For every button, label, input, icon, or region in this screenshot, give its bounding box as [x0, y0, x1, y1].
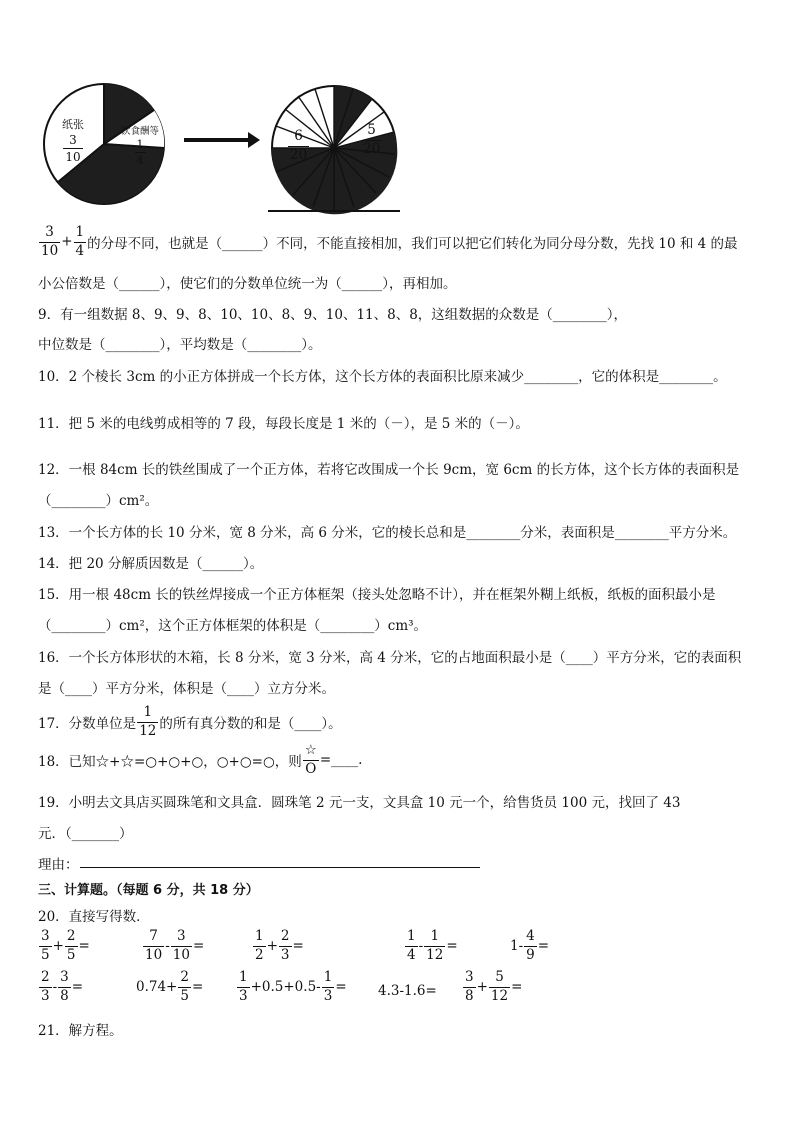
fraction [171, 930, 192, 962]
fraction [74, 226, 87, 258]
calc-row-2-expr-5 [462, 971, 522, 1003]
fraction [303, 744, 319, 776]
question-18 [38, 744, 362, 776]
pie-fraction-numerator: 5 [361, 124, 382, 141]
reason-answer-line[interactable] [80, 867, 480, 868]
question-21: 21．解方程。 [38, 1023, 123, 1039]
fraction-numerator: 5 [489, 971, 510, 988]
fraction-numerator: 3 [171, 930, 192, 947]
calc-row-1-expr-2 [142, 930, 204, 962]
pie-fraction-denominator: 20 [290, 146, 308, 163]
question-text: 17．分数单位是 [38, 716, 137, 732]
pie-fraction-denominator: 20 [363, 140, 381, 157]
question-14: 14．把 20 分解质因数是（______）。 [38, 556, 264, 572]
fraction-numerator: 7 [143, 930, 164, 947]
fraction [463, 971, 476, 1003]
fraction [524, 930, 537, 962]
operator: - [165, 938, 170, 954]
section-3-title: 三、计算题。（每题 6 分，共 18 分） [38, 883, 259, 898]
reason-label: 理由： [38, 857, 79, 873]
fraction-denominator: 5 [66, 946, 76, 963]
equals-sign: = [78, 938, 90, 954]
operator: + [476, 979, 488, 995]
fraction-denominator: 12 [490, 987, 509, 1004]
equals-sign: = [446, 938, 458, 954]
fraction-denominator: 8 [465, 987, 474, 1004]
fraction-numerator: 1 [137, 706, 158, 723]
fraction [143, 930, 164, 962]
fraction-numerator: 1 [237, 971, 250, 988]
fraction-denominator: 3 [41, 987, 50, 1004]
pie-fraction [135, 139, 146, 166]
pie-fraction-denominator: 10 [65, 150, 81, 164]
arrow-right-icon [184, 132, 260, 148]
question-16-line-2: 是（____）平方分米，体积是（____）立方分米。 [38, 681, 335, 697]
question-11: 11．把 5 米的电线剪成相等的 7 段，每段长度是 1 米的（－），是 5 米的（－）。 [38, 416, 529, 432]
calc-row-2-expr-1 [38, 971, 83, 1003]
question-16-line-1: 16．一个长方体形状的木箱，长 8 分米，宽 3 分米，高 4 分米，它的占地面积最小是（____）平方分米，它的表面积 [38, 650, 742, 666]
fraction-numerator: 3 [58, 971, 71, 988]
question-9-line-1: 9．有一组数据 8、9、9、8、10、10、8、9、10、11、8、8，这组数据的众数是（________）， [38, 307, 628, 323]
fraction [137, 706, 158, 738]
question-19-line-2: 元．（_______） [38, 826, 133, 842]
fraction-denominator: 4 [75, 242, 85, 259]
fraction-numerator: 4 [524, 930, 537, 947]
fraction-denominator: 3 [239, 987, 248, 1004]
fraction [65, 930, 78, 962]
fraction-denominator: 4 [407, 946, 416, 963]
question-text: 的所有真分数的和是（____）。 [159, 716, 342, 732]
equals-sign: = [511, 979, 523, 995]
right-pie-fraction-right [361, 124, 382, 156]
fraction-numerator: 1 [424, 930, 445, 947]
fraction-denominator: 12 [426, 946, 444, 963]
expression-prefix: 0.74+ [136, 979, 178, 995]
fraction-numerator: 1 [322, 971, 335, 988]
equals-sign: = [192, 938, 205, 954]
question-15-line-2: （________）cm²，这个正方体框架的体积是（________）cm³。 [38, 618, 428, 634]
pie-figure [36, 82, 416, 217]
equals-sign: = [292, 938, 304, 954]
pie-diagram [36, 82, 416, 217]
fraction-denominator: 12 [139, 722, 157, 739]
calc-row-2-expr-4: 4.3-1.6= [378, 983, 437, 999]
fraction [322, 971, 335, 1003]
fraction [178, 971, 191, 1003]
fraction-denominator: 5 [41, 946, 50, 963]
fraction [39, 971, 52, 1003]
fraction-denominator: 3 [323, 987, 333, 1004]
fraction-denominator: 10 [41, 242, 59, 259]
question-8-line-2: 小公倍数是（______），使它们的分数单位统一为（______），再相加。 [38, 276, 457, 292]
fraction-numerator: 3 [463, 971, 476, 988]
question-20-title: 20．直接写得数． [38, 909, 150, 925]
question-15-line-1: 15．用一根 48cm 长的铁丝焊接成一个正方体框架（接头处忽略不计），并在框架外糊上纸板，纸板的面积最小是 [38, 587, 716, 603]
fraction [58, 971, 71, 1003]
fraction-denominator: 10 [145, 946, 163, 963]
operator: + [61, 233, 73, 250]
fraction [279, 930, 292, 962]
question-17 [38, 706, 342, 738]
expression-middle: +0.5+0.5- [250, 979, 321, 995]
left-pie-label-food [117, 123, 163, 166]
pie-label-text: 饮食酬等 [120, 126, 159, 137]
calc-row-1-expr-5 [510, 930, 549, 962]
fraction [405, 930, 418, 962]
equals-sign: = [335, 979, 347, 995]
pie-fraction-numerator: 3 [63, 134, 82, 149]
fraction-numerator: 2 [279, 930, 292, 947]
question-12-line-2: （________）cm²。 [38, 493, 159, 509]
fraction-numerator: 2 [178, 971, 191, 988]
pie-fraction-denominator: 4 [136, 154, 144, 167]
fraction [424, 930, 445, 962]
operator: - [418, 938, 424, 954]
pie-fraction-numerator: 6 [288, 130, 309, 147]
fraction-numerator: 2 [65, 930, 78, 947]
fraction-denominator: O [305, 760, 317, 777]
operator: - [52, 979, 58, 995]
fraction-denominator: 2 [255, 946, 264, 963]
fraction [253, 930, 266, 962]
question-text: =____. [319, 752, 363, 768]
pie-fraction [63, 134, 82, 163]
pie-label-text: 纸张 [62, 118, 84, 131]
fraction-numerator: 1 [253, 930, 266, 947]
question-10: 10．2 个棱长 3cm 的小正方体拼成一个长方体，这个长方体的表面积比原来减少________，它的体积是________。 [38, 369, 727, 385]
fraction-numerator: 1 [74, 226, 87, 243]
pie-fraction-numerator: 1 [136, 138, 144, 151]
fraction [237, 971, 250, 1003]
equals-sign: = [71, 979, 84, 995]
fraction [39, 930, 52, 962]
fraction-denominator: 10 [172, 946, 190, 963]
calc-row-1-expr-1 [38, 930, 90, 962]
fraction-numerator: 3 [39, 930, 52, 947]
question-8-line-1 [38, 226, 738, 258]
fraction-numerator: 3 [39, 226, 60, 243]
question-19-line-1: 19．小明去文具店买圆珠笔和文具盒．圆珠笔 2 元一支，文具盒 10 元一个，给售货员 100 元，找回了 43 [38, 795, 681, 811]
fraction-denominator: 8 [60, 987, 69, 1004]
question-12-line-1: 12．一根 84cm 长的铁丝围成了一个正方体，若将它改围成一个长 9cm，宽 6cm 的长方体，这个长方体的表面积是 [38, 462, 740, 478]
calc-row-1-expr-3 [252, 930, 304, 962]
question-text: 的分母不同，也就是（______）不同，不能直接相加，我们可以把它们转化为同分母分数，先找 10 和 4 的最 [87, 236, 738, 252]
question-text: 18．已知☆+☆=○+○+○，○+○=○，则 [38, 754, 302, 770]
calc-row-2-expr-2 [136, 971, 203, 1003]
equals-sign: = [537, 938, 550, 954]
fraction-numerator: 2 [39, 971, 52, 988]
fraction-denominator: 9 [526, 946, 535, 963]
calc-row-2-expr-3 [236, 971, 347, 1003]
question-13: 13．一个长方体的长 10 分米，宽 8 分米，高 6 分米，它的棱长总和是________分米，表面积是________平方分米。 [38, 525, 737, 541]
fraction-numerator: ☆ [303, 744, 319, 761]
fraction-numerator: 1 [405, 930, 418, 947]
calc-row-1-expr-4 [404, 930, 458, 962]
right-pie-fraction-left [288, 130, 309, 162]
fraction [39, 226, 60, 258]
fraction-denominator: 3 [280, 946, 290, 963]
equals-sign: = [191, 979, 204, 995]
fraction-denominator: 5 [180, 987, 189, 1004]
question-9-line-2: 中位数是（________），平均数是（________）。 [38, 337, 322, 353]
left-pie-label-paper [60, 116, 86, 163]
operator: + [266, 938, 278, 954]
fraction [489, 971, 510, 1003]
expression-prefix: 1- [510, 938, 524, 954]
operator: + [52, 938, 64, 954]
